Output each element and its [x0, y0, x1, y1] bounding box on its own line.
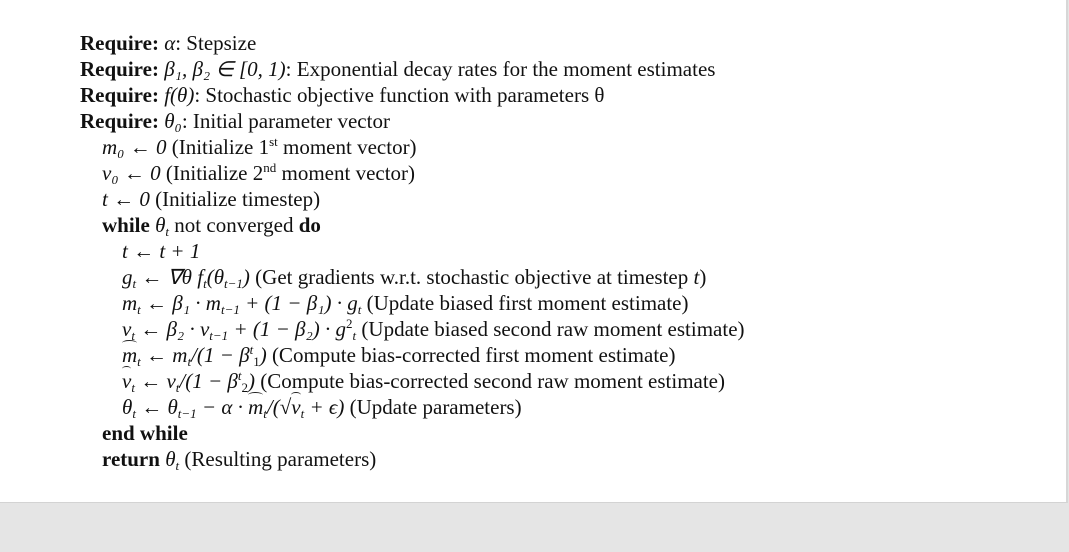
update-second-moment: $v_t$ ← $\beta_2 \cdot v_{t-1} + (1 - \beta_2) \cdot g^2_t$ (Update biased second raw moment estimate) [122, 316, 745, 343]
increment-timestep: t ← t + 1 [122, 239, 201, 263]
adam-algorithm [80, 30, 745, 472]
require-stepsize: Require: α: Stepsize [80, 31, 257, 55]
while-loop-header: while $\theta_t$ not converged do [102, 213, 321, 239]
bias-correct-second-moment: $v_t$ ← $v_t/(1 - \beta^t_2)$ (Compute bias-corrected second raw moment estimate) [122, 368, 725, 395]
init-second-moment: v₀ ← 0 (Initialize 2nd moment vector) [102, 160, 416, 185]
init-timestep: t ← 0 (Initialize timestep) [102, 187, 321, 211]
compute-gradient: $g_t$ ← ∇θ $f_t(\theta_{t-1})$ (Get gradients w.r.t. stochastic objective at timestep t) [122, 265, 707, 291]
require-initial-params: Require: θ₀: Initial parameter vector [80, 109, 390, 133]
update-first-moment: $m_t$ ← $\beta_1 \cdot m_{t-1} + (1 - \beta_1) \cdot g_t$ (Update biased first moment estimate) [122, 291, 689, 317]
update-parameters: $\theta_t$ ← $\theta_{t-1} - \alpha \cdot m_t/(√v_t + \epsilon)$ (Update parameters) [122, 395, 522, 421]
end-while: end while [102, 421, 188, 445]
require-decay-rates: Require: β₁, β₂ ∈ [0, 1): Exponential decay rates for the moment estimates [80, 57, 716, 81]
return-statement: return $\theta_t$ (Resulting parameters) [102, 447, 377, 473]
bias-correct-first-moment: $m_t$ ← $m_t/(1 - \beta^t_1)$ (Compute bias-corrected first moment estimate) [122, 342, 676, 369]
require-objective: Require: f(θ): Stochastic objective function with parameters θ [80, 83, 605, 107]
init-first-moment: m₀ ← 0 (Initialize 1st moment vector) [102, 134, 417, 159]
